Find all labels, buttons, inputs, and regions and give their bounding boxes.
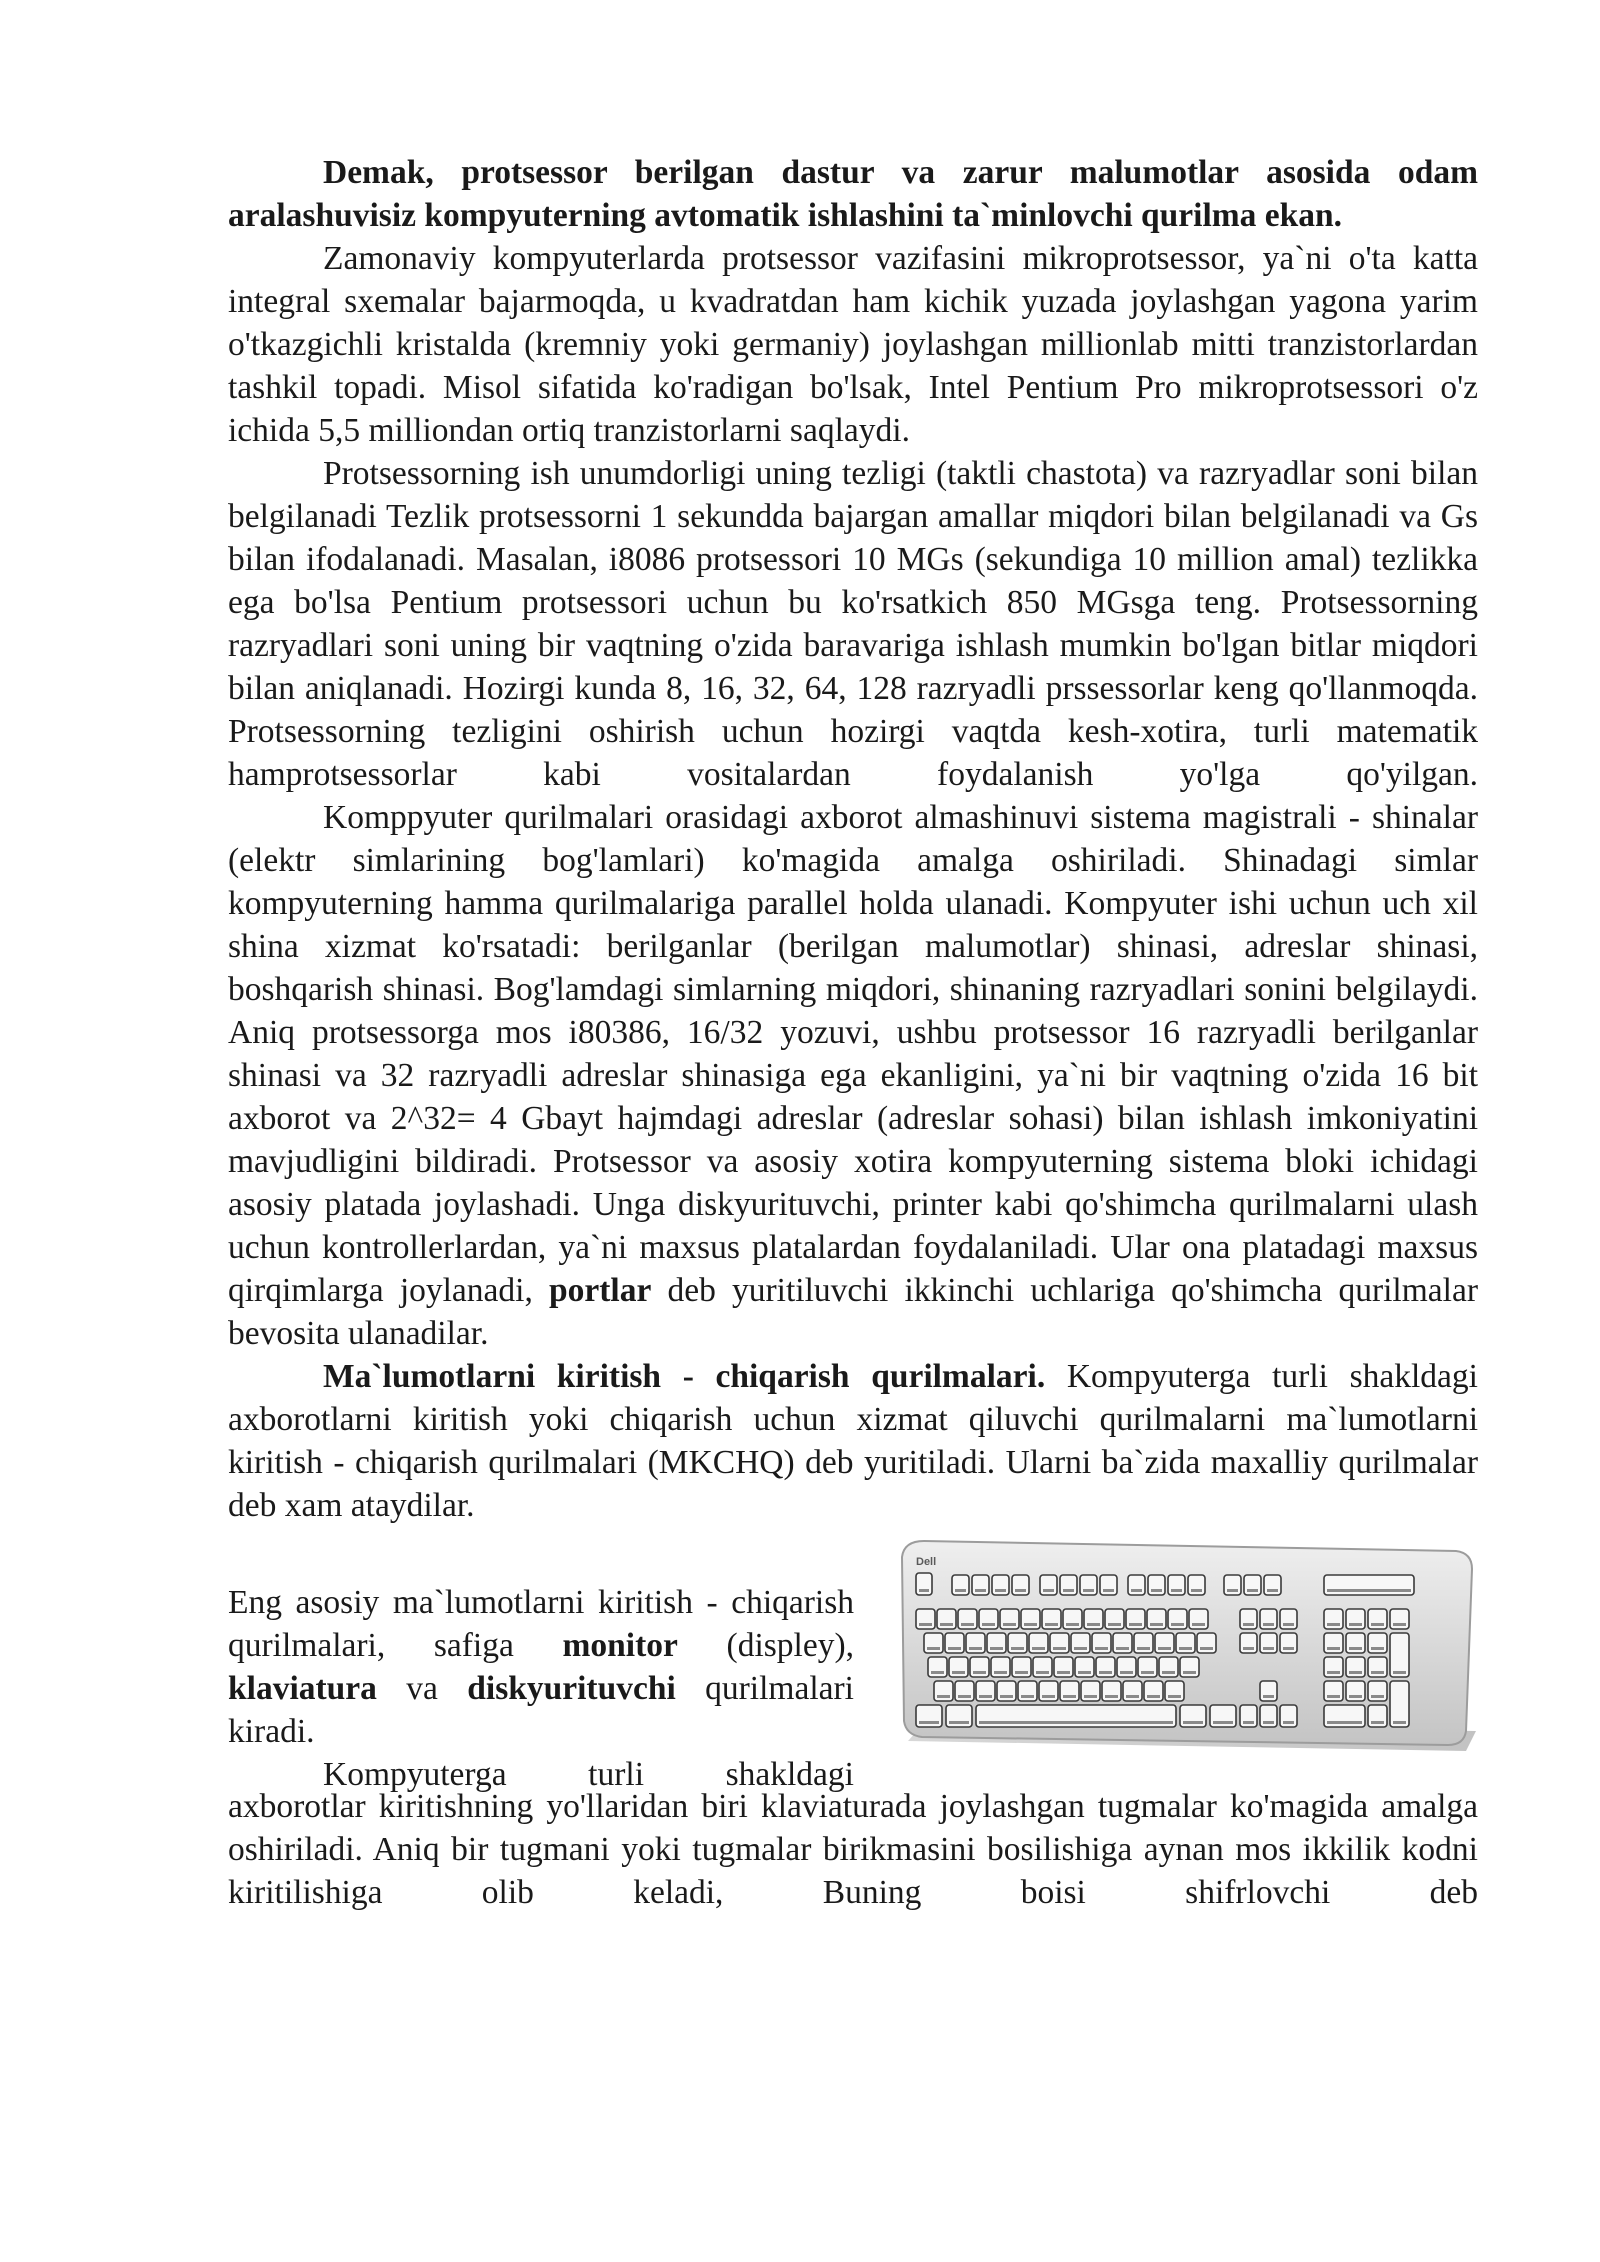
keyboard-key-shade [1126,1695,1139,1698]
keyboard-key-shade [979,1695,992,1698]
keyboard-key-shade [1191,1589,1202,1592]
io-heading: Ma`lumotlarni kiritish - chiqarish qurilmalari. [323,1358,1046,1395]
keyboard-key-shade [1263,1623,1274,1626]
keyboard-key-shade [1349,1647,1362,1650]
keyboard-key-shade [1263,1647,1274,1650]
figure-side-text [228,1581,854,1796]
keyboard-key-shade [1003,1623,1016,1626]
keyboard-key-shade [958,1695,971,1698]
keyboard-key-shade [1243,1721,1254,1724]
keyboard-key-shade [982,1623,995,1626]
keyboard-key-shade [1162,1671,1175,1674]
keyboard-key-shade [919,1589,929,1592]
keyboard-key-shade [1349,1695,1362,1698]
keyboard-key-shade [955,1589,966,1592]
keyboard-key-shade [1147,1695,1160,1698]
keyboard-key-shade [1053,1647,1066,1650]
ports-term: portlar [549,1272,652,1309]
keyboard-key-shade [1084,1695,1097,1698]
paragraph-keyboard-input: axborotlar kiritishning yo'llaridan biri klaviaturada joylashgan tugmalar ko'magida amalga oshiriladi. Aniq bir tugmani yoki tugmalar birikmasini bosilishiga aynan mos ikkilik kodni kiritilishiga olib keladi, Buning boisi shifrlovchi deb [228,1788,1478,1911]
keyboard-key [1390,1681,1409,1727]
keyboard-key-shade [937,1695,950,1698]
keyboard-key-shade [1150,1623,1163,1626]
keyboard-key-shade [1103,1589,1114,1592]
keyboard-key-shade [1327,1589,1411,1592]
keyboard-key-shade [1213,1721,1233,1724]
keyboard-key-shade [952,1671,965,1674]
keyboard-key-shade [1105,1695,1118,1698]
keyboard-key-shade [1183,1671,1196,1674]
keyboard-key-shade [1327,1695,1340,1698]
keyboard-key-shade [948,1647,961,1650]
keyboard-key-shade [969,1647,982,1650]
keyboard-key [1390,1633,1409,1677]
keyboard-key-shade [1393,1721,1406,1724]
keyboard-key-shade [1083,1589,1094,1592]
keyboard-key-shade [1063,1695,1076,1698]
keyboard-key-shade [940,1623,953,1626]
keyboard-key-shade [1036,1671,1049,1674]
keyboard-key-shade [1151,1589,1162,1592]
monitor-term: monitor [562,1627,678,1664]
keyboard-key-shade [1099,1671,1112,1674]
keyboard-image [894,1535,1478,1755]
keyboard-key-shade [1129,1623,1142,1626]
keyboard-key-shade [1074,1647,1087,1650]
keyboard-key-shade [1015,1671,1028,1674]
keyboard-key-shade [1283,1647,1294,1650]
keyboard-key-shade [1000,1695,1013,1698]
keyboard-key-shade [1200,1647,1213,1650]
bus-text-end: deb yuritiluvchi ikkinchi uchlariga qo'shimcha qurilmalar bevosita ulanadilar. [228,1272,1478,1352]
keyboard-key-shade [1032,1647,1045,1650]
keyboard-key-shade [1327,1671,1340,1674]
keyboard-key-shade [1243,1647,1254,1650]
keyboard-key-shade [1283,1623,1294,1626]
keyboard-key-shade [1171,1623,1184,1626]
keyboard-key-shade [1171,1589,1182,1592]
keyboard-key-shade [1087,1623,1100,1626]
keyboard-key-shade [931,1671,944,1674]
keyboard-key-shade [973,1671,986,1674]
keyboard-key-shade [1057,1671,1070,1674]
paragraph-keyboard-start: Kompyuterga turli shakldagi [323,1756,854,1793]
keyboard-key-shade [1021,1695,1034,1698]
keyboard-key-shade [995,1589,1006,1592]
io-text: Kompyuterga turli shakldagi axborotlarni kiritish yoki chiqarish uchun xizmat qiluvchi qurilmalarni ma`lumotlarni kiritish - chiqarish qurilmalari (MKCHQ) deb yuritiladi. Ularni ba`zida maxalliy qurilmalar deb xam ataydilar. [228,1358,1478,1524]
keyboard-term: klaviatura [228,1670,377,1707]
keyboard-key-shade [1283,1721,1294,1724]
text-column [228,151,1478,1914]
keyboard-key-shade [1393,1623,1406,1626]
keyboard-key-shade [1120,1671,1133,1674]
keyboard-key-shade [975,1589,986,1592]
keyboard-key-shade [994,1671,1007,1674]
keyboard-key-shade [1371,1721,1384,1724]
keyboard-key-shade [1183,1721,1203,1724]
keyboard-key-shade [1011,1647,1024,1650]
keyboard-key-shade [1227,1589,1238,1592]
keyboard-key-shade [1045,1623,1058,1626]
keyboard-key-shade [919,1623,932,1626]
disk-drive-term: diskyurituvchi [467,1670,676,1707]
keyboard-key-shade [979,1721,1173,1724]
keyboard-key-shade [990,1647,1003,1650]
bus-text: Komppyuter qurilmalari orasidagi axborot almashinuvi sistema magistrali - shinalar (elektr simlarining bog'lamlari) ko'magida amalga oshiriladi. Shinadagi simlar kompyuterning hamma qurilmalariga parallel holda ulanadi. Kompyuter ishi uchun uch xil shina xizmat ko'rsatadi: berilganlar (berilgan malumotlar) shinasi, adreslar shinasi, boshqarish shinasi. Bog'lamdagi simlarning miqdori, shinaning razryadlari sonini belgilaydi. Aniq protsessorga mos i80386, 16/32 yozuvi, ushbu protsessor 16 razryadli berilganlar shinasi va 32 razryadli adreslar shinasiga ega ekanligini, ya`ni bir vaqtning o'zida 16 bit axborot va 2^32= 4 Gbayt hajmdagi adreslar (adreslar sohasi) bilan ishlash imkoniyatini mavjudligini bildiradi. Protsessor va asosiy xotira kompyuterning sistema bloki ichidagi asosiy platada joylashadi. Unga diskyurituvchi, printer kabi qo'shimcha qurilmalarni ulash uchun kontrollerlardan, ya`ni maxsus platalardan foydalaniladi. Ular ona platadagi maxsus qirqimlarga joylanadi, [228,799,1478,1309]
keyboard-key-shade [1349,1623,1362,1626]
keyboard-key-shade [1263,1721,1274,1724]
main-devices-text-3: va [376,1670,468,1707]
keyboard-key-shade [961,1623,974,1626]
keyboard-key-shade [949,1721,969,1724]
keyboard-key-shade [1263,1695,1274,1698]
keyboard-key-shade [1371,1647,1384,1650]
keyboard-key-shade [1349,1671,1362,1674]
main-devices-text-4: qurilmalari kiradi. [228,1670,854,1750]
keyboard-key-shade [1327,1647,1340,1650]
keyboard-key-shade [1371,1623,1384,1626]
keyboard-key-shade [1327,1721,1362,1724]
keyboard-key-shade [1108,1623,1121,1626]
figure-row [228,1527,1478,1793]
bold-statement: Demak, protsessor berilgan dastur va zarur malumotlar asosida odam aralashuvisiz kompyuterning avtomatik ishlashini ta`minlovchi qurilma ekan. [228,154,1478,234]
paragraph-io-devices [228,1355,1478,1527]
paragraph-microprocessor: Zamonaviy kompyuterlarda protsessor vazifasini mikroprotsessor, ya`ni o'ta katta integral sxemalar bajarmoqda, u kvadratdan ham kichik yuzada joylashgan yagona yarim o'tkazgichli kristalda (kremniy yoki germaniy) joylashgan millionlab mitti tranzistorlardan tashkil topadi. Misol sifatida ko'radigan bo'lsak, Intel Pentium Pro mikroprotsessori o'z ichida 5,5 milliondan ortiq tranzistorlarni saqlaydi. [228,240,1478,449]
keyboard-key-shade [1371,1671,1384,1674]
paragraph-performance: Protsessorning ish unumdorligi uning tezligi (taktli chastota) va razryadlar soni bilan belgilanadi Tezlik protsessorni 1 sekundda bajargan amallar miqdori bilan belgilanadi va Gs bilan ifodalanadi. Masalan, i8086 protsessori 10 MGs (sekundiga 10 million amal) tezlikka ega bo'lsa Pentium protsessori uchun bu ko'rsatkich 850 MGsga teng. Protsessorning razryadlari soni uning bir vaqtning o'zida baravariga ishlash mumkin bo'lgan bitlar miqdori bilan aniqlanadi. Hozirgi kunda 8, 16, 32, 64, 128 razryadli prssessorlar keng qo'llanmoqda. Protsessorning tezligini oshirish uchun hozirgi vaqtda kesh-xotira, turli matematik hamprotsessorlar kabi vositalardan foydalanish yo'lga qo'yilgan. [228,455,1478,793]
main-devices-text-2: (displey), [677,1627,854,1664]
keyboard-key-shade [1063,1589,1074,1592]
keyboard-key-shade [1168,1695,1181,1698]
keyboard-key-shade [1393,1671,1406,1674]
keyboard-key-shade [1141,1671,1154,1674]
keyboard-key-shade [1327,1623,1340,1626]
keyboard-key-shade [1024,1623,1037,1626]
keyboard-key-shade [1371,1695,1384,1698]
paragraph-main-devices [228,1581,854,1753]
keyboard-key-shade [1015,1589,1026,1592]
keyboard-key-shade [1095,1647,1108,1650]
keyboard-key-shade [1131,1589,1142,1592]
keyboard-key-shade [1043,1589,1054,1592]
main-devices-text: Eng asosiy ma`lumotlarni kiritish - chiqarish qurilmalari, safiga [228,1584,854,1664]
keyboard-key-shade [1267,1589,1278,1592]
keyboard-key-shade [1179,1647,1192,1650]
keyboard-key-shade [1078,1671,1091,1674]
paragraph-conclusion [228,151,1478,237]
keyboard-key-shade [1066,1623,1079,1626]
keyboard-key-shade [1158,1647,1171,1650]
keyboard-key-shade [1247,1589,1258,1592]
paragraph-system-bus [228,796,1478,1355]
keyboard-key-shade [1243,1623,1254,1626]
keyboard-key-shade [1137,1647,1150,1650]
keyboard-key-shade [927,1647,940,1650]
keyboard-key-shade [1116,1647,1129,1650]
keyboard-key-shade [1192,1623,1205,1626]
keyboard-logo: Dell [916,1556,937,1568]
keyboard-key-shade [919,1721,939,1724]
keyboard-key-shade [1042,1695,1055,1698]
